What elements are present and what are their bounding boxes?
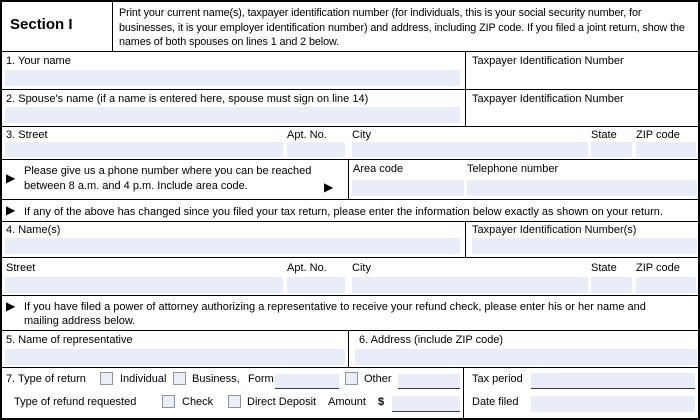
- line4-tin-cell: [465, 222, 698, 257]
- city2-label: City: [352, 262, 371, 274]
- line5-6-row: [2, 331, 698, 368]
- pointer-icon: ▶: [324, 180, 334, 194]
- names-input[interactable]: [5, 238, 460, 254]
- zip-label: ZIP code: [636, 129, 680, 141]
- line6-cell: [348, 331, 698, 367]
- poa-note-row: [2, 296, 698, 331]
- business-label: Business,: [192, 373, 240, 385]
- line1-row: [2, 52, 698, 90]
- tax-period-input[interactable]: [531, 373, 695, 389]
- city-input[interactable]: [352, 142, 588, 157]
- telephone-input[interactable]: [467, 180, 697, 196]
- direct-deposit-label: Direct Deposit: [247, 396, 317, 408]
- apt-input[interactable]: [287, 142, 345, 157]
- tin-label-4: Taxpayer Identification Number(s): [472, 224, 637, 236]
- section-instructions: Print your current name(s), taxpayer identification number (for individuals, this is your social security number, for businesses, it is your employer identification number) and address, including ZIP code. If you filed a joint return, show the names of both spouses on lines 1 and 2 below.: [119, 7, 685, 49]
- street-input[interactable]: [5, 142, 283, 157]
- section-title-cell: [2, 2, 113, 51]
- date-filed-input[interactable]: [531, 396, 695, 412]
- section-title: Section I: [10, 16, 73, 33]
- phone-row: [2, 160, 698, 200]
- tin-label-1: Taxpayer Identification Number: [472, 55, 624, 67]
- individual-checkbox[interactable]: [100, 372, 113, 385]
- changed-note: If any of the above has changed since you filed your tax return, please enter the information below exactly as shown on your return.: [24, 206, 663, 218]
- apt-label: Apt. No.: [287, 129, 327, 141]
- line1-tin-cell: [465, 52, 698, 89]
- line3-row: [2, 127, 698, 160]
- form-label: Form: [248, 373, 274, 385]
- zip2-label: ZIP code: [636, 262, 680, 274]
- tax-period-label: Tax period: [472, 373, 523, 385]
- area-code-input[interactable]: [352, 180, 464, 196]
- street2-label: Street: [6, 262, 36, 274]
- state2-label: State: [591, 262, 617, 274]
- apt2-input[interactable]: [287, 277, 345, 293]
- individual-label: Individual: [120, 373, 167, 385]
- phone-note-line1: Please give us a phone number where you can be reached: [24, 165, 312, 177]
- direct-deposit-checkbox[interactable]: [228, 395, 241, 408]
- phone-note-line2: between 8 a.m. and 4 p.m. Include area code.: [24, 180, 248, 192]
- street-label: 3. Street: [6, 129, 48, 141]
- line4-row: [2, 222, 698, 258]
- other-checkbox[interactable]: [345, 372, 358, 385]
- business-checkbox[interactable]: [173, 372, 186, 385]
- line2-row: [2, 90, 698, 127]
- form-number-input[interactable]: [275, 374, 339, 389]
- your-name-input[interactable]: [5, 70, 460, 86]
- pointer-icon: ▶: [6, 171, 16, 185]
- zip2-input[interactable]: [636, 277, 696, 293]
- pointer-icon: ▶: [6, 299, 16, 313]
- line7-row: [2, 368, 698, 418]
- phone-fields-cell: [348, 160, 698, 199]
- header-row: [2, 2, 698, 52]
- poa-note: If you have filed a power of attorney authorizing a representative to receive your refund check, please enter his or her name and mailing address below.: [24, 301, 646, 327]
- amount-input[interactable]: [392, 396, 460, 412]
- your-name-label: 1. Your name: [6, 55, 71, 67]
- refund-requested-label: Type of refund requested: [14, 396, 137, 408]
- apt2-label: Apt. No.: [287, 262, 327, 274]
- representative-address-label: 6. Address (include ZIP code): [359, 334, 504, 346]
- state-input[interactable]: [591, 142, 632, 157]
- other-label: Other: [364, 373, 392, 385]
- other-input[interactable]: [398, 374, 460, 389]
- representative-name-input[interactable]: [5, 349, 345, 365]
- date-filed-label: Date filed: [472, 396, 519, 408]
- type-of-return-label: 7. Type of return: [6, 373, 86, 385]
- pointer-icon: ▶: [6, 203, 16, 217]
- tax-period-cell: [463, 368, 698, 418]
- check-checkbox[interactable]: [162, 395, 175, 408]
- city2-input[interactable]: [352, 277, 588, 293]
- telephone-label: Telephone number: [467, 163, 559, 175]
- city-label: City: [352, 129, 371, 141]
- tin-label-2: Taxpayer Identification Number: [472, 93, 624, 105]
- amount-label: Amount: [328, 396, 366, 408]
- line2-tin-cell: [465, 90, 698, 126]
- tin-input-4[interactable]: [472, 238, 697, 254]
- representative-address-input[interactable]: [355, 349, 697, 365]
- line4-address-row: [2, 258, 698, 296]
- spouse-name-input[interactable]: [5, 107, 460, 123]
- state-label: State: [591, 129, 617, 141]
- changed-note-row: [2, 200, 698, 222]
- street2-input[interactable]: [5, 277, 283, 293]
- dollar-sign: $: [378, 396, 385, 408]
- state2-input[interactable]: [591, 277, 632, 293]
- check-label: Check: [182, 396, 214, 408]
- zip-input[interactable]: [636, 142, 696, 157]
- area-code-label: Area code: [353, 163, 404, 175]
- representative-name-label: 5. Name of representative: [6, 334, 133, 346]
- spouse-name-label: 2. Spouse's name (if a name is entered here, spouse must sign on line 14): [6, 93, 369, 105]
- names-label: 4. Name(s): [6, 224, 61, 236]
